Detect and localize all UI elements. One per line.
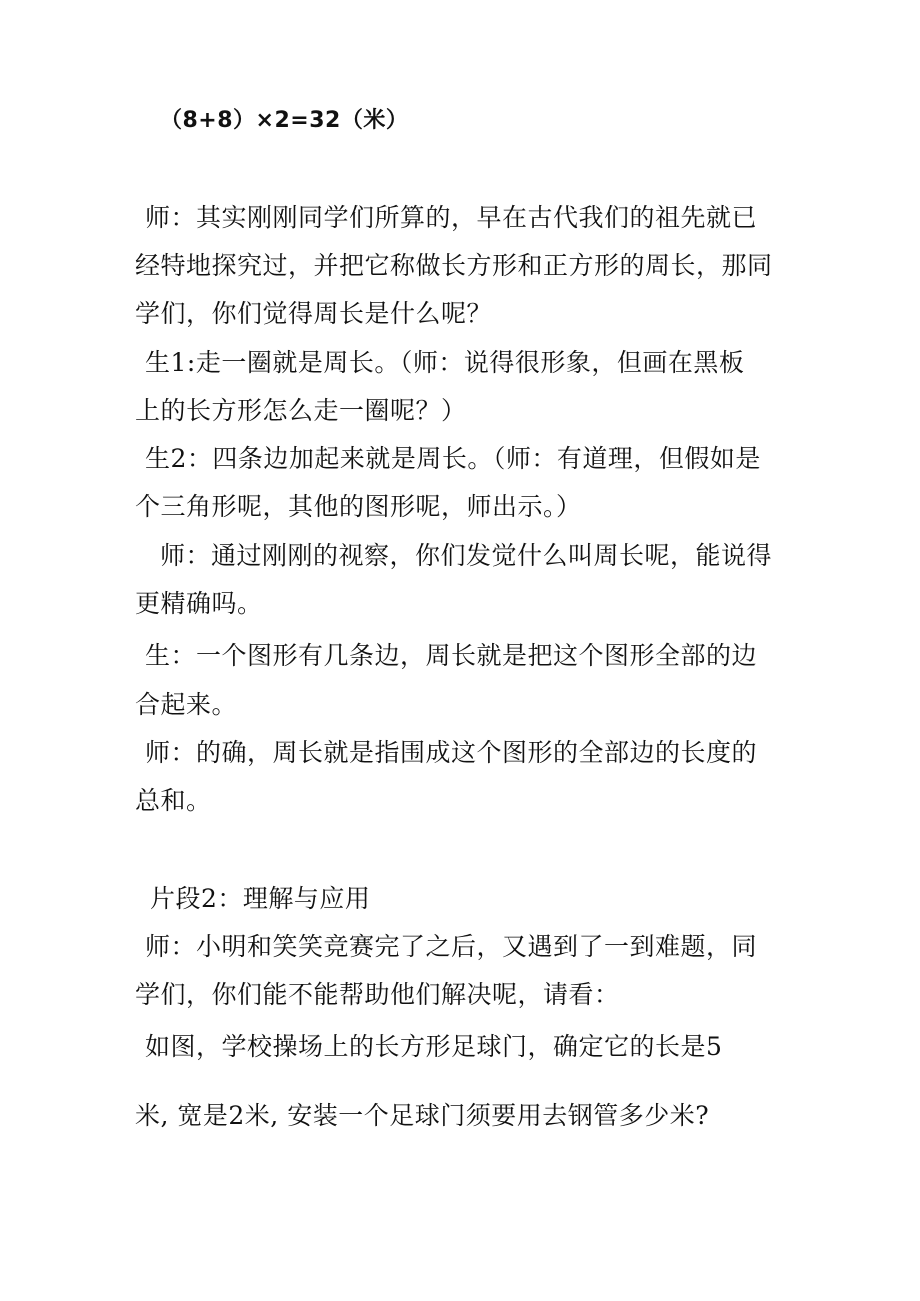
text-line: 学们，你们能不能帮助他们解决呢，请看： (135, 980, 620, 1009)
text-line: 师：其实刚刚同学们所算的，早在古代我们的祖先就已 (145, 203, 758, 232)
text-line: 师：的确，周长就是指围成这个图形的全部边的长度的 (145, 738, 758, 767)
text-line: 师：通过刚刚的视察，你们发觉什么叫周长呢，能说得 (160, 541, 773, 570)
text-line: 更精确吗。 (135, 589, 263, 618)
text-line: 生：一个图形有几条边，周长就是把这个图形全部的边 (145, 641, 758, 670)
text-line: 学们，你们觉得周长是什么呢？ (135, 299, 493, 328)
text-line: 如图，学校操场上的长方形足球门，确定它的长是5 (145, 1032, 723, 1061)
text-line: 生2：四条边加起来就是周长。（师：有道理，但假如是 (145, 444, 761, 473)
text-line: 合起来。 (135, 690, 238, 719)
text-line: 个三角形呢，其他的图形呢，师出示。） (135, 492, 582, 521)
text-line: 米, 宽是2米, 安装一个足球门须要用去钢管多少米? (135, 1101, 710, 1130)
text-line: 生1:走一圈就是周长。（师：说得很形象，但画在黑板 (145, 348, 745, 377)
formula-line: （8+8）×2=32（米） (160, 108, 409, 133)
text-line: 上的长方形怎么走一圈呢？） (135, 396, 467, 425)
text-line: 总和。 (135, 786, 212, 815)
text-line: 经特地探究过，并把它称做长方形和正方形的周长，那同 (135, 251, 773, 280)
text-line: 师：小明和笑笑竞赛完了之后，又遇到了一到难题，同 (145, 932, 758, 961)
section-heading: 片段2：理解与应用 (150, 884, 371, 913)
